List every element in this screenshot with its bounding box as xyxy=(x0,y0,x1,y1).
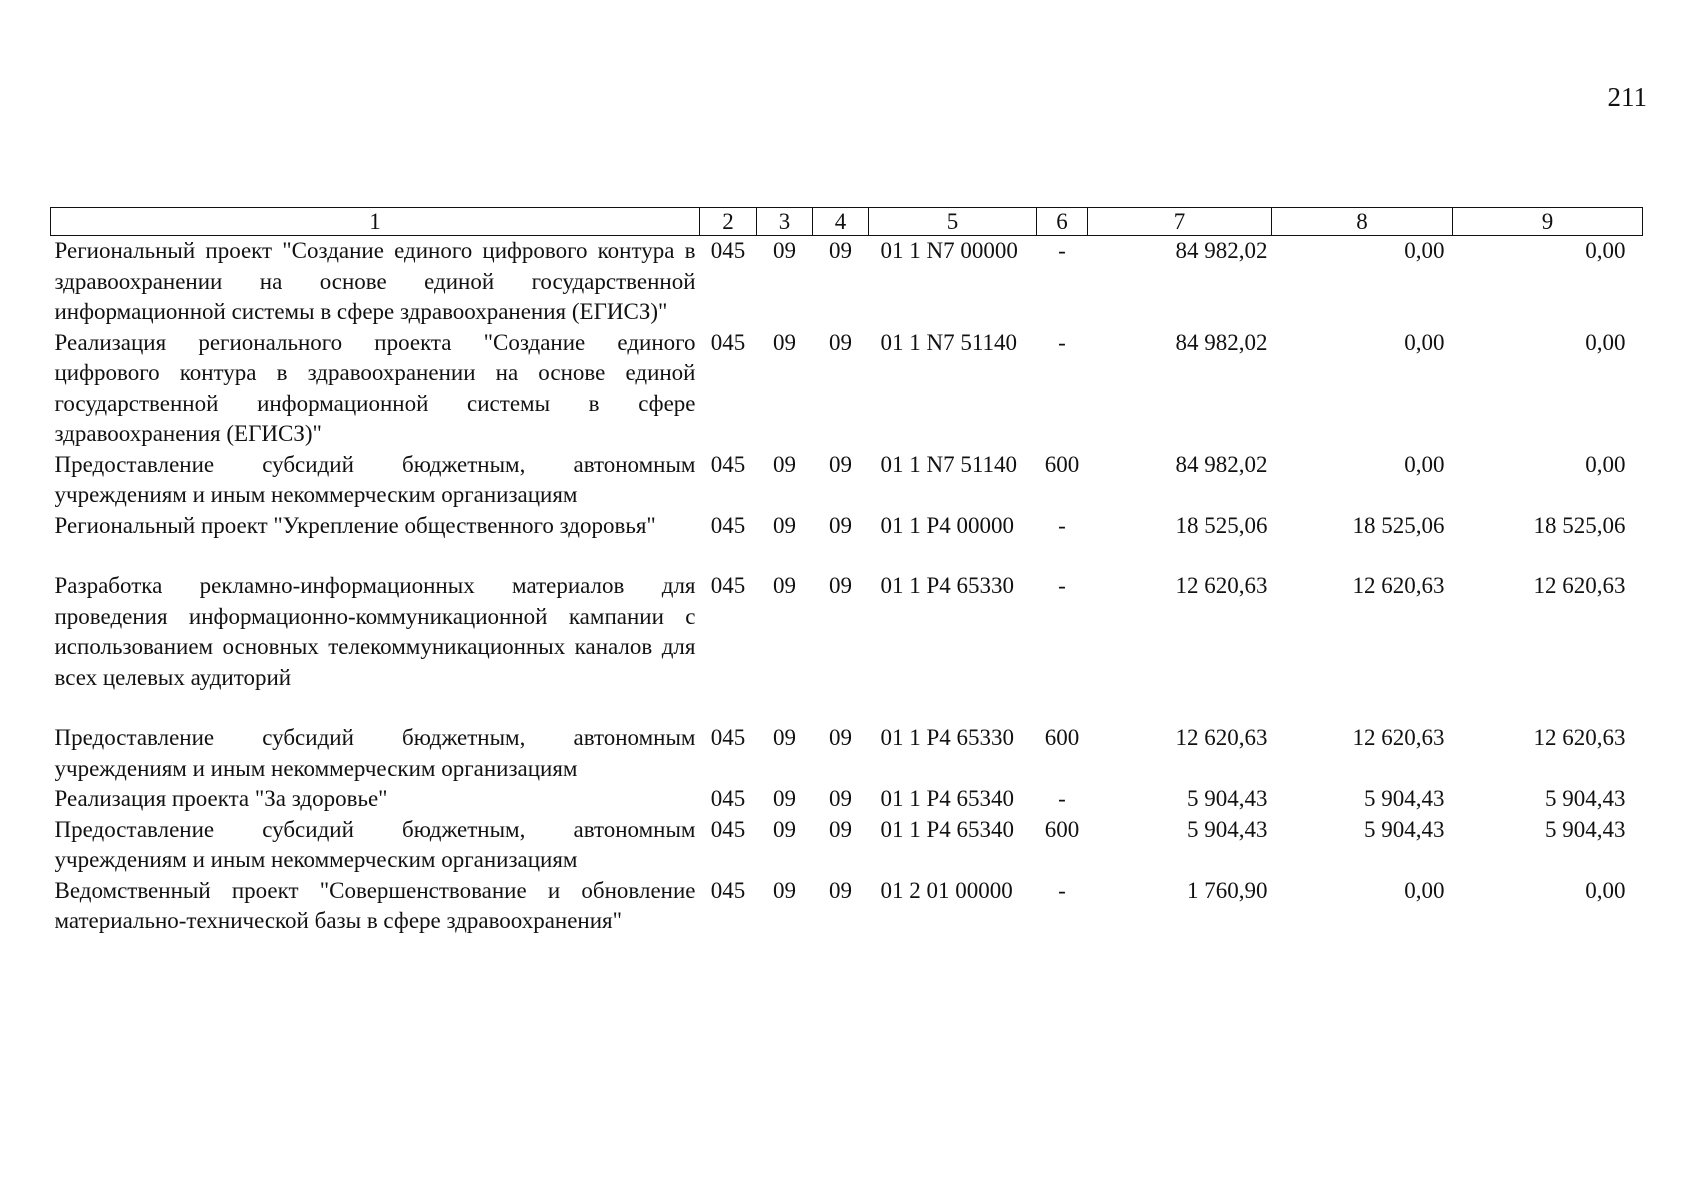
header-cell: 6 xyxy=(1037,208,1088,236)
row-section-cell: 09 xyxy=(773,786,796,811)
row-target-cell: 01 1 P4 65330 xyxy=(880,725,1015,750)
header-cell: 4 xyxy=(813,208,869,236)
row-name-cell: Предоставление субсидий бюджетным, автономным учреждениям и иным некоммерческим организациям xyxy=(54,725,696,781)
row-section-cell: 09 xyxy=(773,329,796,355)
row-amount-cell: 12 620,63 xyxy=(1175,573,1268,598)
row-type-cell: - xyxy=(1058,238,1066,263)
row-code-cell: 045 xyxy=(710,877,746,903)
row-type-cell: - xyxy=(1058,786,1066,811)
header-cell: 3 xyxy=(757,208,813,236)
row-section-cell: 09 xyxy=(773,877,796,903)
row-target-cell: 01 1 P4 00000 xyxy=(880,512,1015,538)
row-target-cell: 01 1 N7 51140 xyxy=(880,451,1018,477)
row-type-cell: 600 xyxy=(1044,725,1080,750)
row-amount-cell: 18 525,06 xyxy=(1533,512,1626,538)
row-code-cell: 045 xyxy=(710,786,746,811)
row-amount-cell: 84 982,02 xyxy=(1175,451,1268,477)
row-code-cell: 045 xyxy=(710,329,746,355)
row-amount-cell: 5 904,43 xyxy=(1187,816,1268,842)
row-subsection-cell: 09 xyxy=(829,238,852,263)
header-cell: 5 xyxy=(869,208,1037,236)
row-name-cell: Реализация регионального проекта "Создание единого цифрового контура в здравоохранении на основе единой государственной информационной системы в сфере здравоохранения (ЕГИСЗ)" xyxy=(54,329,696,446)
row-code-cell: 045 xyxy=(710,512,746,538)
row-amount-cell: 0,00 xyxy=(1585,238,1626,263)
row-subsection-cell: 09 xyxy=(829,816,852,842)
row-subsection-cell: 09 xyxy=(829,573,852,598)
table-row xyxy=(51,328,1643,450)
header-cell: 2 xyxy=(700,208,757,236)
row-section-cell: 09 xyxy=(773,238,796,263)
row-amount-cell: 5 904,43 xyxy=(1545,816,1626,842)
row-name-cell: Региональный проект "Укрепление общественного здоровья" xyxy=(54,512,656,538)
header-cell: 9 xyxy=(1453,208,1643,236)
row-target-cell: 01 1 N7 51140 xyxy=(880,329,1018,355)
row-name-cell: Разработка рекламно-информационных материалов для проведения информационно-коммуникационной кампании с использованием основных телекоммуникационных каналов для всех целевых аудиторий xyxy=(54,573,696,690)
page-number: 211 xyxy=(1607,82,1647,112)
row-section-cell: 09 xyxy=(773,451,796,477)
header-cell: 1 xyxy=(51,208,700,236)
header-cell: 7 xyxy=(1088,208,1272,236)
row-amount-cell: 12 620,63 xyxy=(1175,725,1268,750)
row-name-cell: Региональный проект "Создание единого цифрового контура в здравоохранении на основе единой государственной информационной системы в сфере здравоохранения (ЕГИСЗ)" xyxy=(54,238,696,324)
row-amount-cell: 0,00 xyxy=(1404,877,1445,903)
row-amount-cell: 5 904,43 xyxy=(1545,786,1626,811)
table-row xyxy=(51,450,1643,511)
row-name-cell: Ведомственный проект "Совершенствование и обновление материально-технической базы в сфере здравоохранения" xyxy=(54,877,696,933)
table-row xyxy=(51,876,1643,937)
row-subsection-cell: 09 xyxy=(829,877,852,903)
row-target-cell: 01 1 P4 65340 xyxy=(880,816,1015,842)
row-type-cell: - xyxy=(1058,877,1066,903)
row-amount-cell: 0,00 xyxy=(1404,238,1445,263)
row-target-cell: 01 1 N7 00000 xyxy=(880,238,1018,263)
table-header-row xyxy=(51,208,1643,236)
row-section-cell: 09 xyxy=(773,725,796,750)
row-amount-cell: 0,00 xyxy=(1404,329,1445,355)
row-amount-cell: 12 620,63 xyxy=(1533,725,1626,750)
row-name-cell: Реализация проекта "За здоровье" xyxy=(54,786,388,811)
row-code-cell: 045 xyxy=(710,725,746,750)
table-row xyxy=(51,784,1643,815)
header-cell: 8 xyxy=(1272,208,1453,236)
row-amount-cell: 12 620,63 xyxy=(1352,725,1445,750)
row-subsection-cell: 09 xyxy=(829,451,852,477)
row-amount-cell: 12 620,63 xyxy=(1533,573,1626,598)
row-section-cell: 09 xyxy=(773,816,796,842)
row-amount-cell: 0,00 xyxy=(1585,329,1626,355)
row-amount-cell: 18 525,06 xyxy=(1175,512,1268,538)
row-amount-cell: 12 620,63 xyxy=(1352,573,1445,598)
row-amount-cell: 0,00 xyxy=(1585,877,1626,903)
row-amount-cell: 0,00 xyxy=(1585,451,1626,477)
table-row xyxy=(51,571,1643,723)
table-row xyxy=(51,511,1643,572)
row-type-cell: - xyxy=(1058,573,1066,598)
row-section-cell: 09 xyxy=(773,512,796,538)
row-subsection-cell: 09 xyxy=(829,725,852,750)
row-subsection-cell: 09 xyxy=(829,786,852,811)
row-section-cell: 09 xyxy=(773,573,796,598)
row-name-cell: Предоставление субсидий бюджетным, автономным учреждениям и иным некоммерческим организациям xyxy=(54,816,696,872)
row-amount-cell: 84 982,02 xyxy=(1175,238,1268,263)
row-code-cell: 045 xyxy=(710,238,746,263)
row-amount-cell: 5 904,43 xyxy=(1364,816,1445,842)
row-amount-cell: 84 982,02 xyxy=(1175,329,1268,355)
row-subsection-cell: 09 xyxy=(829,329,852,355)
budget-table xyxy=(50,207,1643,937)
row-code-cell: 045 xyxy=(710,451,746,477)
row-amount-cell: 18 525,06 xyxy=(1352,512,1445,538)
row-amount-cell: 5 904,43 xyxy=(1187,786,1268,811)
row-target-cell: 01 1 P4 65340 xyxy=(880,786,1015,811)
row-code-cell: 045 xyxy=(710,816,746,842)
row-amount-cell: 0,00 xyxy=(1404,451,1445,477)
table-row xyxy=(51,236,1643,328)
row-amount-cell: 5 904,43 xyxy=(1364,786,1445,811)
table-row xyxy=(51,723,1643,784)
row-type-cell: 600 xyxy=(1044,816,1080,842)
row-target-cell: 01 1 P4 65330 xyxy=(880,573,1015,598)
row-type-cell: 600 xyxy=(1044,451,1080,477)
row-code-cell: 045 xyxy=(710,573,746,598)
row-subsection-cell: 09 xyxy=(829,512,852,538)
row-name-cell: Предоставление субсидий бюджетным, автономным учреждениям и иным некоммерческим организациям xyxy=(54,451,696,507)
row-target-cell: 01 2 01 00000 xyxy=(880,877,1013,903)
row-type-cell: - xyxy=(1058,512,1066,538)
row-amount-cell: 1 760,90 xyxy=(1187,877,1268,903)
row-type-cell: - xyxy=(1058,329,1066,355)
table-row xyxy=(51,815,1643,876)
